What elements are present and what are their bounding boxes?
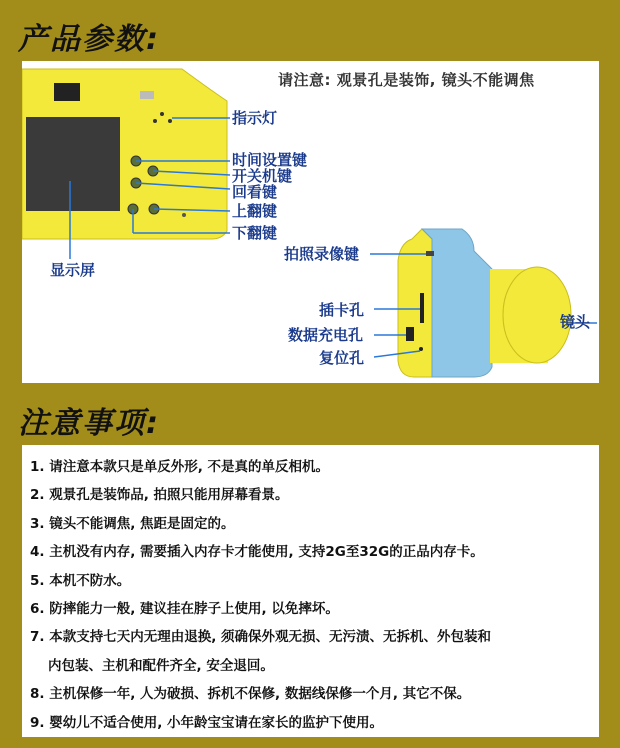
- caution-item: 9. 婴幼儿不适合使用, 小年龄宝宝请在家长的监护下使用。: [30, 714, 384, 731]
- caution-item-continued: 内包装、主机和配件齐全, 安全退回。: [48, 657, 274, 674]
- screen-display: [26, 117, 120, 211]
- label-time-key: 时间设置键: [232, 151, 308, 169]
- label-screen: 显示屏: [50, 261, 96, 279]
- label-reset: 复位孔: [319, 349, 365, 367]
- usb-port-shape: [406, 327, 414, 341]
- diagram-note: 请注意: 观景孔是装饰, 镜头不能调焦: [278, 71, 535, 89]
- params-title: 产品参数:: [18, 22, 160, 57]
- label-indicator: 指示灯: [232, 109, 278, 127]
- label-playback-key: 回看键: [232, 183, 278, 201]
- caution-item: 3. 镜头不能调焦, 焦距是固定的。: [30, 515, 235, 532]
- indicator-light-b: [168, 119, 172, 123]
- indicator-light-c: [153, 119, 157, 123]
- caution-item: 7. 本款支持七天内无理由退换, 须确保外观无损、无污渍、无拆机、外包装和: [30, 629, 492, 646]
- indicator-light-a: [160, 112, 164, 116]
- camera-diagram: [22, 61, 599, 383]
- shutter-detail: [426, 251, 434, 256]
- caution-item: 8. 主机保修一年, 人为破损、拆机不保修, 数据线保修一个月, 其它不保。: [30, 686, 471, 703]
- label-lens: 镜头: [560, 313, 591, 331]
- label-down-key: 下翻键: [232, 224, 278, 242]
- caution-item: 4. 主机没有内存, 需要插入内存卡才能使用, 支持2G至32G的正品内存卡。: [30, 544, 484, 561]
- label-usb-port: 数据充电孔: [288, 326, 364, 344]
- label-up-key: 上翻键: [232, 202, 278, 220]
- label-power-key: 开关机键: [232, 167, 293, 185]
- screw: [182, 213, 186, 217]
- hot-shoe: [140, 91, 154, 99]
- viewfinder: [54, 83, 80, 101]
- caution-item: 5. 本机不防水。: [30, 572, 131, 589]
- label-shutter-key: 拍照录像键: [284, 245, 360, 263]
- cautions-title: 注意事项:: [18, 406, 160, 441]
- cautions-panel: [22, 445, 599, 737]
- caution-item: 6. 防摔能力一般, 建议挂在脖子上使用, 以免摔坏。: [30, 601, 339, 618]
- card-slot-shape: [420, 293, 424, 323]
- cautions-list: [22, 445, 599, 737]
- caution-item: 2. 观景孔是装饰品, 拍照只能用屏幕看景。: [30, 487, 289, 504]
- label-card-slot: 插卡孔: [319, 301, 365, 319]
- caution-item: 1. 请注意本款只是单反外形, 不是真的单反相机。: [30, 459, 330, 475]
